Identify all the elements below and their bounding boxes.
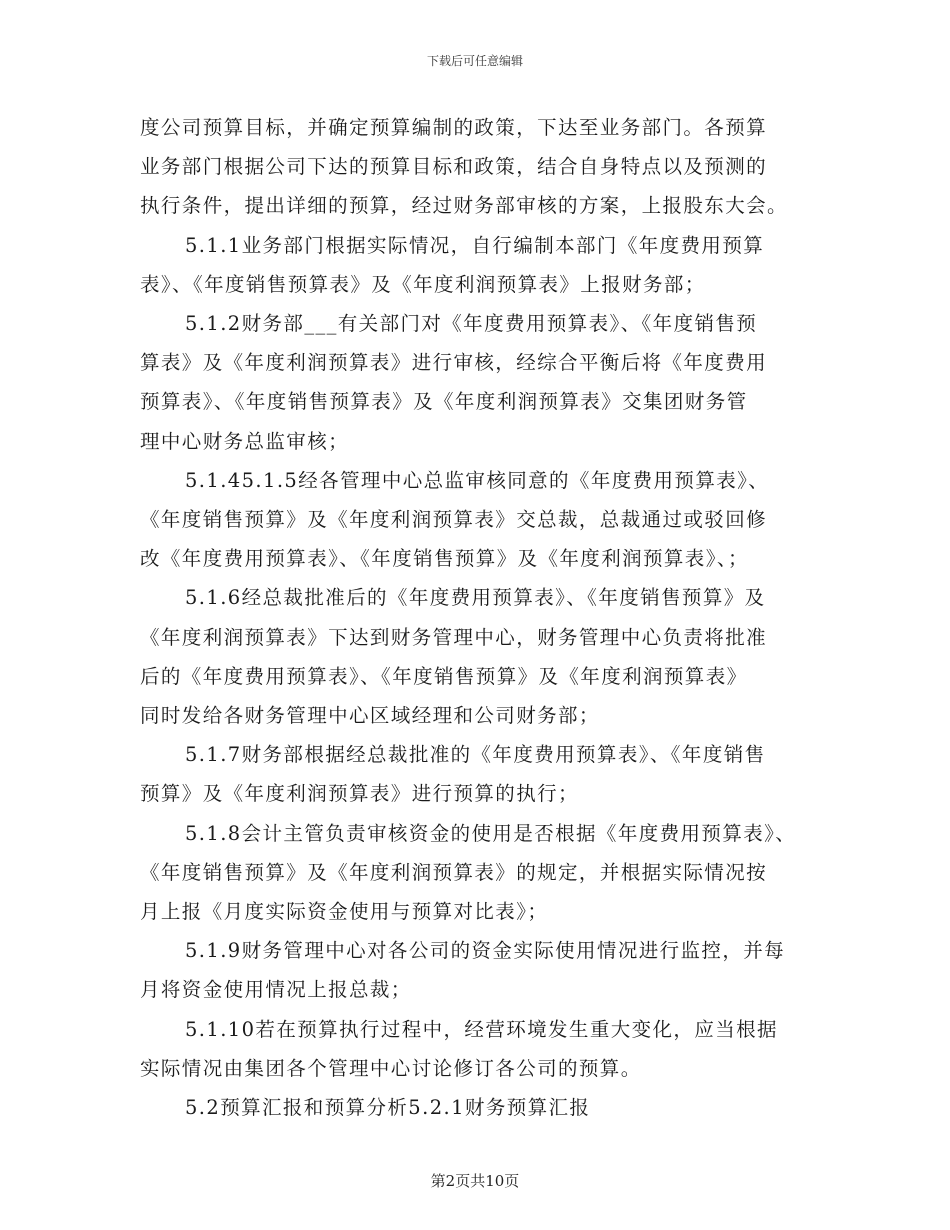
text-line: 预算表》、《年度销售预算表》及《年度利润预算表》交集团财务管 [140,390,748,414]
text-line: 度公司预算目标，并确定预算编制的政策，下达至业务部门。各预算 [140,116,768,139]
text-line: 5.2预算汇报和预算分析5.2.1财务预算汇报 [185,1096,591,1120]
text-line: 5.1.8会计主管负责审核资金的使用是否根据《年度费用预算表》、 [185,821,797,845]
text-line: 《年度销售预算》及《年度利润预算表》交总裁，总裁通过或驳回修 [140,508,768,532]
text-line: 5.1.6经总裁批准后的《年度费用预算表》、《年度销售预算》及 [185,586,766,610]
text-line: 改《年度费用预算表》、《年度销售预算》及《年度利润预算表》、； [140,547,749,571]
page-footer: 第2页共10页 [430,1172,520,1190]
text-line: 同时发给各财务管理中心区域经理和公司财务部； [140,704,600,728]
text-line: 《年度利润预算表》下达到财务管理中心，财务管理中心负责将批准 [140,625,768,649]
text-line: 后的《年度费用预算表》、《年度销售预算》及《年度利润预算表》 [140,664,748,688]
text-line: 算表》及《年度利润预算表》进行审核，经综合平衡后将《年度费用 [140,351,768,375]
text-line: 5.1.45.1.5经各管理中心总监审核同意的《年度费用预算表》、 [185,468,770,492]
text-line: 业务部门根据公司下达的预算目标和政策，结合自身特点以及预测的 [140,155,768,179]
text-line: 表》、《年度销售预算表》及《年度利润预算表》上报财务部； [140,272,706,296]
text-line: 理中心财务总监审核； [140,429,350,453]
text-line: 5.1.1业务部门根据实际情况，自行编制本部门《年度费用预算 [185,233,765,257]
text-line: 5.1.9财务管理中心对各公司的资金实际使用情况进行监控，并每 [185,939,786,963]
text-line: 5.1.7财务部根据经总裁批准的《年度费用预算表》、《年度销售 [185,743,766,767]
text-line: 5.1.2财务部___有关部门对《年度费用预算表》、《年度销售预 [185,312,758,336]
text-line: 实际情况由集团各个管理中心讨论修订各公司的预算。 [140,1056,642,1080]
page-header: 下载后可任意编辑 [426,54,523,68]
text-line: 预算》及《年度利润预算表》进行预算的执行； [140,782,579,806]
text-line: 月将资金使用情况上报总裁； [140,978,412,1002]
text-line: 月上报《月度实际资金使用与预算对比表》； [140,900,549,924]
text-line: 5.1.10若在预算执行过程中，经营环境发生重大变化，应当根据 [185,1017,778,1041]
text-line: 执行条件，提出详细的预算，经过财务部审核的方案，上报股东大会。 [140,194,788,218]
text-line: 《年度销售预算》及《年度利润预算表》的规定，并根据实际情况按 [140,860,768,884]
document-body [140,108,830,1127]
